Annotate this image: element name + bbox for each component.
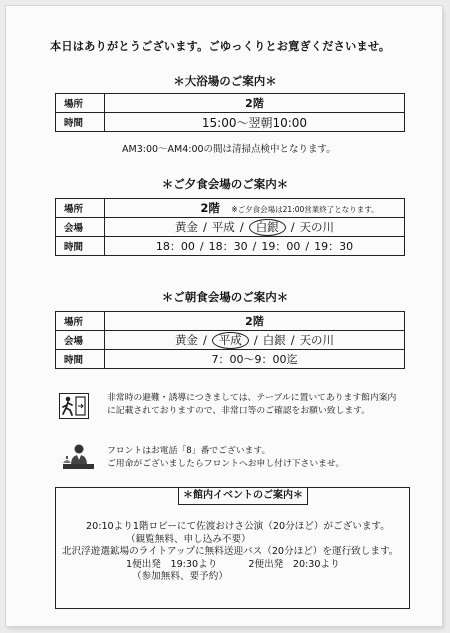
bath-place-value: 2階 [105,94,405,113]
table-row [56,199,405,218]
breakfast-venue-3: 白銀 [262,332,286,347]
breakfast-table [55,311,405,369]
breakfast-section-title: ＊ご朝食会場のご案内＊ [161,290,289,304]
breakfast-venue-4: 天の川 [299,332,335,347]
event-line-2: （観覧無料、申し込み不要） [126,533,251,545]
breakfast-venue-label: 会場 [56,331,105,350]
breakfast-venue-1: 黄金 [174,332,198,347]
dinner-venue-3-circled: 白銀 [249,219,286,236]
breakfast-place-label: 場所 [56,312,105,331]
front-desk-notice [107,445,344,471]
emergency-notice [107,392,396,418]
event-line-5: （参加無料、要予約） [132,571,228,583]
dinner-venue-2: 平成 [211,219,235,234]
dinner-time-3: 19：00 [261,240,301,253]
dinner-venue-label: 会場 [56,218,105,237]
dinner-time-4: 19：30 [314,240,354,253]
bath-time-value: 15:00～翌朝10:00 [105,113,405,132]
emergency-exit-icon [59,393,89,419]
event-bus-2: 2便出発 20:30より [248,558,340,570]
emergency-notice-line-1: 非常時の避難・誘導につきましては、テーブルに置いてあります館内案内 [107,393,397,403]
dinner-time-1: 18：00 [155,240,195,253]
dinner-time-2: 18：30 [208,240,248,253]
bath-cleaning-note: AM3:00～AM4:00の間は清掃点検中となります。 [122,144,336,155]
event-line-3: 北沢浮遊選鉱場のライトアップに無料送迎バス（20分ほど）を運行致します。 [62,546,399,558]
table-row [56,94,405,113]
dinner-time-label: 時間 [56,237,105,256]
event-bus-1: 1便出発 19:30より [126,558,218,570]
bath-section-title: ＊大浴場のご案内＊ [173,74,277,88]
front-desk-clerk-icon [60,443,96,471]
front-notice-line-2: ご用命がございましたらフロントへお申し付け下さいませ。 [107,459,345,469]
event-line-1: 20:10より1階ロビーにて佐渡おけさ公演（20分ほど）がございます。 [86,521,390,532]
dinner-place-value: 2階 [200,201,220,215]
table-row: 会場 黄金 / 平成 / 白銀 / 天の川 [56,218,405,237]
table-row: 時間 18：00 / 18：30 / 19：00 / 19：30 [56,237,405,256]
events-text [56,521,409,584]
table-row [56,113,405,132]
dinner-venue-1: 黄金 [174,219,198,234]
events-box [55,487,410,609]
emergency-notice-line-2: に記載されておりますので、非常口等のご確認をお願い致します。 [107,406,371,416]
dinner-place-label: 場所 [56,199,105,218]
table-row [56,350,405,369]
events-title: ＊館内イベントのご案内＊ [178,487,308,505]
dinner-section-title: ＊ご夕食会場のご案内＊ [161,177,289,191]
bath-time-label: 時間 [56,113,105,132]
dinner-table [55,198,405,256]
breakfast-time-label: 時間 [56,350,105,369]
table-row [56,312,405,331]
dinner-venue-4: 天の川 [299,219,335,234]
dinner-closing-note: ※ご夕食会場は21:00営業終了となります。 [231,205,379,214]
front-notice-line-1: フロントはお電話「8」番でございます。 [107,446,271,456]
breakfast-venue-2-circled: 平成 [212,332,249,349]
greeting-text: 本日はありがとうございます。ごゆっくりとお寛ぎくださいませ。 [50,40,391,53]
table-row: 会場 黄金 / 平成 / 白銀 / 天の川 [56,331,405,350]
breakfast-place-value: 2階 [105,312,405,331]
bath-place-label: 場所 [56,94,105,113]
bath-table [55,93,405,132]
breakfast-time-value: 7：00～9：00迄 [105,350,405,369]
